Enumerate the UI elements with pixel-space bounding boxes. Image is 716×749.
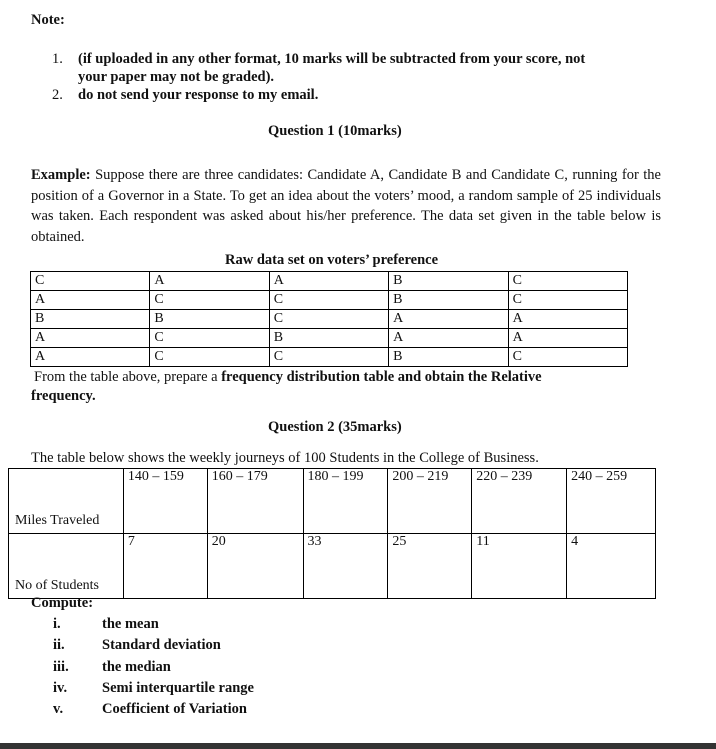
table-row — [31, 310, 628, 329]
table-cell: A — [269, 272, 388, 291]
table-cell: B — [31, 310, 150, 329]
example-label: Example: — [31, 167, 91, 183]
note-title: Note: — [31, 12, 65, 28]
q1-example — [31, 165, 661, 247]
task-text: the median — [102, 658, 171, 675]
table-cell: C — [508, 272, 627, 291]
table-cell: C — [269, 348, 388, 367]
note-item-2-num: 2. — [52, 87, 63, 103]
miles-label: Miles Traveled — [9, 469, 124, 534]
table-row — [31, 291, 628, 310]
task-number: iv. — [53, 679, 68, 696]
table-cell: A — [31, 329, 150, 348]
count-cell: 11 — [472, 534, 567, 599]
table-cell: C — [508, 291, 627, 310]
q1-instruction — [34, 369, 542, 386]
note-item-1-line2: your paper may not be graded). — [78, 69, 275, 85]
table-cell: B — [389, 291, 508, 310]
table-cell: A — [31, 348, 150, 367]
class-cell: 180 – 199 — [303, 469, 388, 534]
task-number: ii. — [53, 637, 65, 654]
task-number: iii. — [53, 658, 69, 675]
task-text: Coefficient of Variation — [102, 701, 247, 718]
raw-data-table — [30, 271, 628, 367]
q1-instruction-cont: frequency. — [31, 388, 96, 404]
table-row — [31, 272, 628, 291]
table-cell: C — [150, 348, 269, 367]
table-cell: A — [508, 310, 627, 329]
count-cell: 7 — [123, 534, 207, 599]
class-cell: 200 – 219 — [388, 469, 472, 534]
instr-plain: From the table above, prepare a — [34, 369, 222, 385]
table-cell: C — [269, 291, 388, 310]
compute-label: Compute: — [31, 595, 94, 611]
table-cell: A — [508, 329, 627, 348]
class-cell: 140 – 159 — [123, 469, 207, 534]
q2-heading: Question 2 (35marks) — [268, 419, 402, 435]
note-item-1-line1: (if uploaded in any other format, 10 marks will be subtracted from your score, not — [78, 51, 586, 67]
table-cell: C — [269, 310, 388, 329]
instr-bold: frequency distribution table and obtain the Relative — [221, 369, 542, 385]
note-item-1-num: 1. — [52, 51, 63, 67]
table-cell: B — [269, 329, 388, 348]
count-cell: 20 — [207, 534, 303, 599]
task-number: v. — [53, 701, 64, 718]
table-row — [31, 329, 628, 348]
students-label: No of Students — [9, 534, 124, 599]
task-text: Semi interquartile range — [102, 679, 254, 696]
note-item-2-text: do not send your response to my email. — [78, 87, 319, 103]
table-cell: A — [150, 272, 269, 291]
table-cell: A — [389, 329, 508, 348]
task-text: Standard deviation — [102, 637, 221, 654]
table-cell: C — [150, 291, 269, 310]
example-text: Suppose there are three candidates: Candidate A, Candidate B and Candidate C, running for the position of a Governor in a State. To get an idea about the voters’ mood, a random sample of 25 individuals was taken. Each respondent was asked about his/her preference. The data set given in the table below is obtained. — [31, 167, 661, 245]
raw-data-title: Raw data set on voters’ preference — [225, 252, 439, 268]
page-bottom-border — [0, 743, 716, 749]
count-cell: 33 — [303, 534, 388, 599]
count-cell: 4 — [567, 534, 656, 599]
table-cell: A — [31, 291, 150, 310]
class-cell: 220 – 239 — [472, 469, 567, 534]
class-cell: 160 – 179 — [207, 469, 303, 534]
table-row — [31, 348, 628, 367]
table-cell: A — [389, 310, 508, 329]
table-cell: C — [508, 348, 627, 367]
class-cell: 240 – 259 — [567, 469, 656, 534]
table-cell: B — [389, 272, 508, 291]
table-cell: C — [150, 329, 269, 348]
task-text: the mean — [102, 616, 159, 632]
count-cell: 25 — [388, 534, 472, 599]
q1-heading: Question 1 (10marks) — [268, 123, 402, 139]
journeys-table — [8, 468, 656, 599]
task-number: i. — [53, 616, 61, 632]
table-cell: B — [150, 310, 269, 329]
table-cell: B — [389, 348, 508, 367]
table-cell: C — [31, 272, 150, 291]
q2-intro: The table below shows the weekly journeys of 100 Students in the College of Business. — [31, 450, 539, 466]
